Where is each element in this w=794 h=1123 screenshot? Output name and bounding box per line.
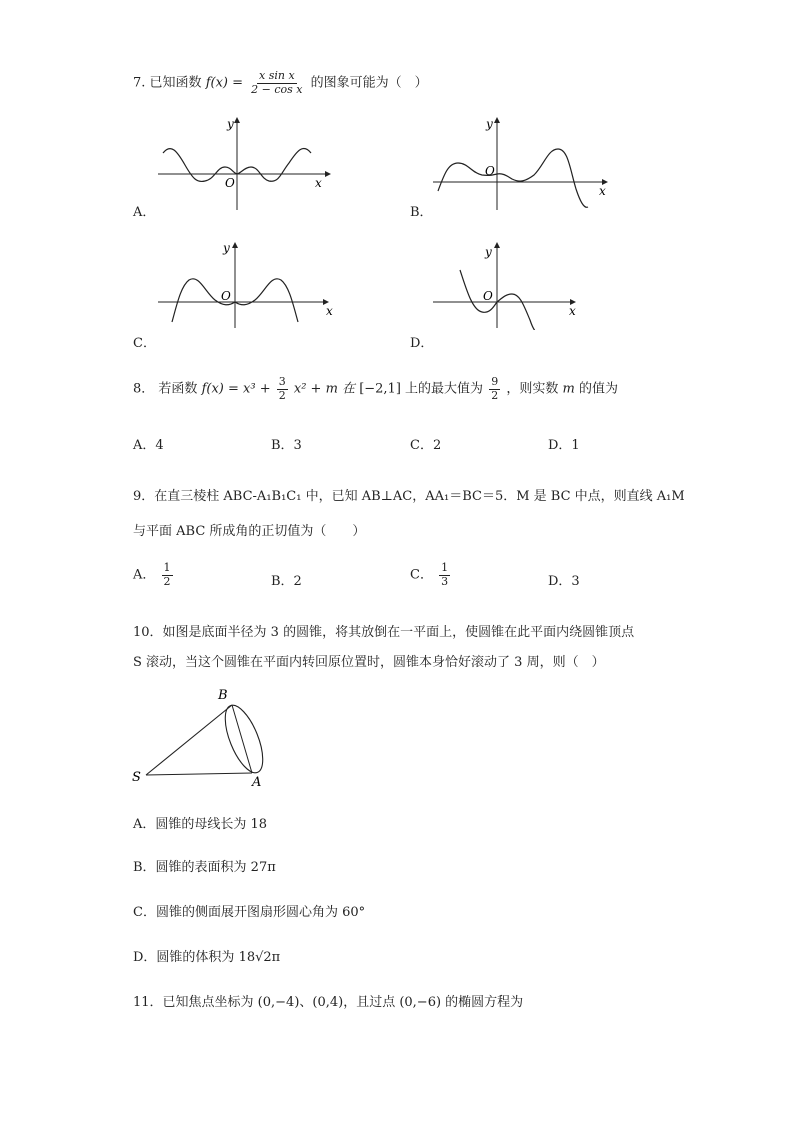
graph-d-y-label: y	[485, 245, 492, 259]
q8-option-a[interactable]: A．4	[133, 438, 164, 453]
q10-option-d[interactable]: D．圆锥的体积为 18√2π	[133, 950, 281, 965]
graph-c-origin: O	[221, 289, 231, 303]
q8-fraction: $\frac{3}{2}$	[278, 375, 286, 402]
cone-label-b: B	[218, 688, 228, 703]
q8-option-b[interactable]: B．3	[271, 438, 302, 453]
q10-option-c[interactable]: C．圆锥的侧面展开图扇形圆心角为 60°	[133, 905, 366, 920]
cone-label-s: S	[132, 770, 141, 785]
q10-option-b[interactable]: B．圆锥的表面积为 27π	[133, 860, 276, 875]
graph-d-x-label: x	[569, 304, 576, 318]
graph-c	[155, 240, 340, 330]
q9-option-a[interactable]: A． $\frac{1}{2}$	[133, 561, 171, 588]
graph-b-y-label: y	[486, 117, 493, 131]
q8-max-fraction: $\frac{9}{2}$	[491, 375, 499, 402]
q9-stem-line2: 与平面 ABC 所成角的正切值为（ ）	[133, 524, 366, 539]
graph-c-y-label: y	[223, 241, 230, 255]
q9-option-b[interactable]: B．2	[271, 574, 302, 589]
q8-option-c[interactable]: C．2	[410, 438, 442, 453]
q7-option-c[interactable]: C．	[133, 336, 156, 351]
q7-option-b[interactable]: B．	[410, 205, 433, 220]
q7-option-a[interactable]: A．	[133, 205, 156, 220]
graph-b-origin: O	[485, 164, 495, 178]
graph-a	[155, 113, 335, 213]
q9-stem-line1: 9．在直三棱柱 ABC-A₁B₁C₁ 中，已知 AB⊥AC，AA₁＝BC＝5．M 是 BC 中点，则直线 A₁M	[133, 489, 685, 504]
q10-option-a[interactable]: A．圆锥的母线长为 18	[133, 817, 268, 832]
q9-option-d[interactable]: D．3	[548, 574, 580, 589]
graph-a-origin: O	[225, 176, 235, 190]
q11-stem: 11．已知焦点坐标为 (0,−4)、(0,4)，且过点 (0,−6) 的椭圆方程为	[133, 995, 524, 1010]
q7-option-d[interactable]: D．	[410, 336, 434, 351]
q8-stem: 8． 若函数 f(x) = x³ + $\frac{3}{2}$ x² + m 在 [−2,1] 上的最大值为 $\frac{9}{2}$ ，则实数 m 的值为	[133, 375, 618, 402]
q10-stem-line1: 10．如图是底面半径为 3 的圆锥，将其放倒在一平面上，使圆锥在此平面内绕圆锥顶点	[133, 625, 635, 640]
graph-b	[430, 113, 615, 213]
graph-c-x-label: x	[326, 304, 333, 318]
q10-stem-line2: S 滚动，当这个圆锥在平面内转回原位置时，圆锥本身恰好滚动了 3 周，则（ ）	[133, 655, 605, 670]
cone-label-a: A	[252, 775, 262, 790]
graph-b-x-label: x	[599, 184, 606, 198]
cone-diagram	[128, 685, 278, 795]
q7-stem: 7. 已知函数 f(x) = $\frac{\text{x sin x}}{\text{2 − cos x}}$ 的图象可能为（ ）	[133, 69, 428, 96]
q8-option-d[interactable]: D．1	[548, 438, 580, 453]
graph-d-origin: O	[483, 289, 493, 303]
graph-a-x-label: x	[315, 176, 322, 190]
q9-option-c[interactable]: C． $\frac{1}{3}$	[410, 561, 449, 588]
q7-fraction: $\frac{\text{x sin x}}{\text{2 − cos x}}$	[251, 69, 303, 96]
graph-d	[430, 240, 590, 330]
graph-a-y-label: y	[227, 117, 234, 131]
